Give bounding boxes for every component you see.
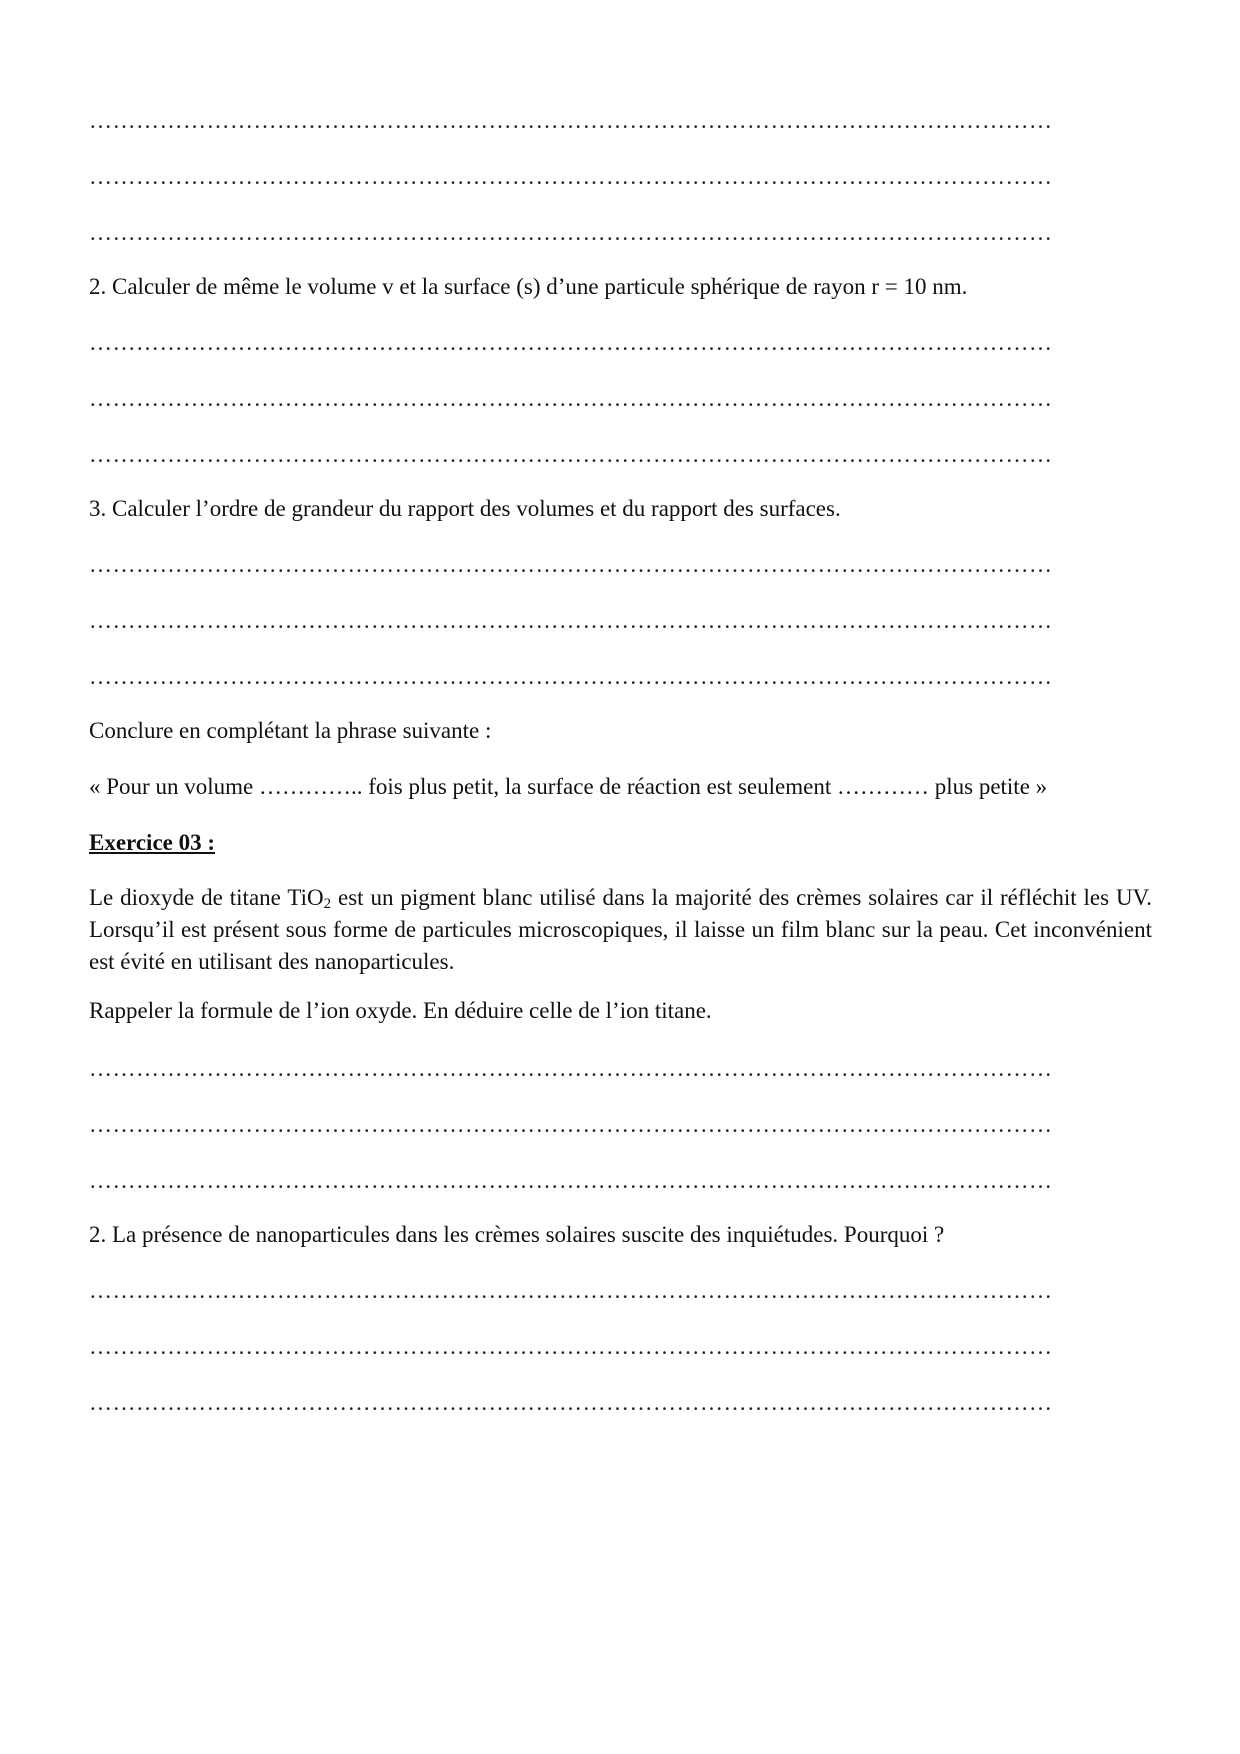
exercise-3-heading: Exercice 03 : [89,830,216,855]
answer-line[interactable]: …………………………………………………………………………………………………………… [89,1278,1053,1303]
answer-line[interactable]: …………………………………………………………………………………………………………… [89,664,1053,689]
exercise-3-question-2: 2. La présence de nanoparticules dans les crèmes solaires suscite des inquiétudes. Pourquoi ? [89,1222,945,1247]
conclude-sentence[interactable]: « Pour un volume ………….. fois plus petit, la surface de réaction est seulement ………… plus petite » [89,774,1048,799]
worksheet-page [89,0,1152,1754]
intro-text-end: est un pigment blanc utilisé dans la majorité des crèmes solaires car il réfléchit les UV. Lorsqu’il est présent sous forme de particules microscopiques, il laisse un film blanc sur la peau. Cet inconvénient est évité en utilisant des nanoparticules. [89,885,1153,974]
answer-line[interactable]: …………………………………………………………………………………………………………… [89,442,1053,467]
answer-line[interactable]: …………………………………………………………………………………………………………… [89,220,1053,245]
question-3-text: 3. Calculer l’ordre de grandeur du rapport des volumes et du rapport des surfaces. [89,496,841,521]
answer-line[interactable]: …………………………………………………………………………………………………………… [89,386,1053,411]
answer-line[interactable]: …………………………………………………………………………………………………………… [89,608,1053,633]
exercise-heading [89,828,1152,858]
answer-line[interactable]: …………………………………………………………………………………………………………… [89,1112,1053,1137]
question-2-text: 2. Calculer de même le volume v et la surface (s) d’une particule sphérique de rayon r = 10 nm. [89,274,968,299]
conclude-instruction: Conclure en complétant la phrase suivante : [89,718,492,743]
answer-line[interactable]: …………………………………………………………………………………………………………… [89,552,1053,577]
intro-text-start: Le dioxyde de titane TiO [89,885,324,910]
answer-line[interactable]: …………………………………………………………………………………………………………… [89,1168,1053,1193]
answer-line[interactable]: …………………………………………………………………………………………………………… [89,1334,1053,1359]
exercise-3-intro [89,882,1152,978]
answer-line[interactable]: …………………………………………………………………………………………………………… [89,1056,1053,1081]
answer-line[interactable]: …………………………………………………………………………………………………………… [89,1390,1053,1415]
answer-line[interactable]: …………………………………………………………………………………………………………… [89,108,1053,133]
answer-line[interactable]: …………………………………………………………………………………………………………… [89,164,1053,189]
answer-line[interactable]: …………………………………………………………………………………………………………… [89,330,1053,355]
exercise-3-question-1: Rappeler la formule de l’ion oxyde. En déduire celle de l’ion titane. [89,998,712,1023]
formula-subscript: 2 [323,896,332,912]
